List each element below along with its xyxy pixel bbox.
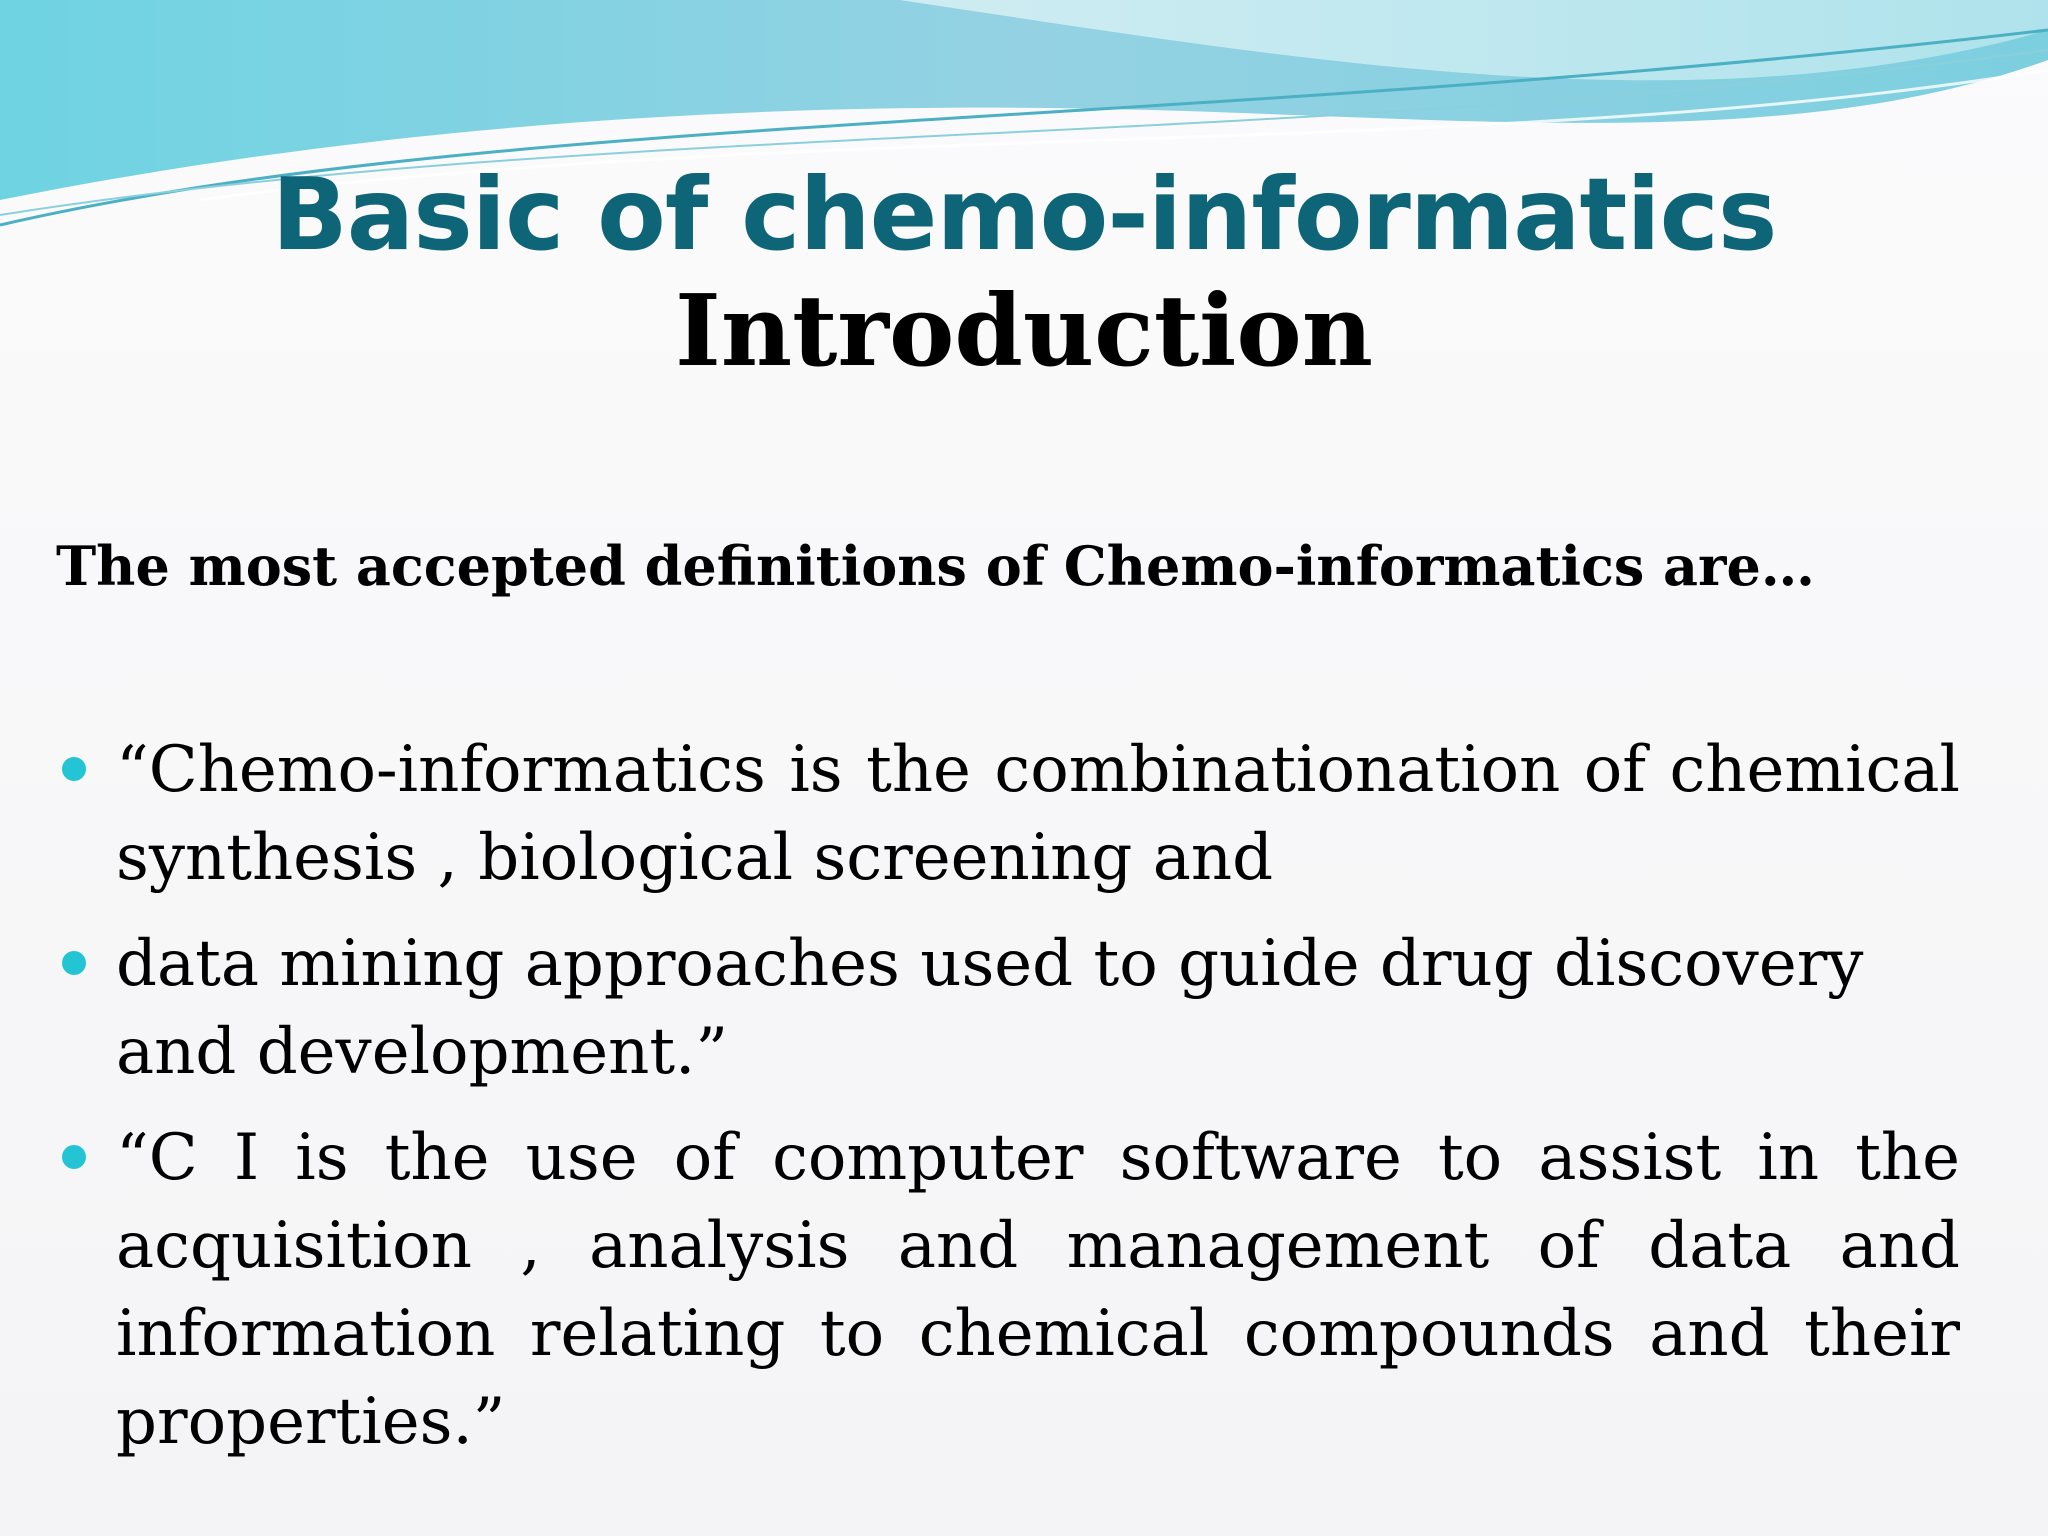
bullet-text: “Chemo-informatics is the combinationation of chemical synthesis , biological screening and (116, 733, 1960, 895)
lead-text: The most accepted definitions of Chemo-informatics are… (56, 534, 1815, 598)
bullet-marker-icon (62, 951, 86, 975)
bullet-marker-icon (62, 757, 86, 781)
bullet-text: “C I is the use of computer software to assist in the acquisition , analysis and management of data and information relating to chemical compounds and their properties.” (116, 1121, 1960, 1459)
bullet-text: data mining approaches used to guide drug discovery and development.” (116, 927, 1864, 1089)
bullet-marker-icon (62, 1145, 86, 1169)
slide-subtitle: Introduction (675, 274, 1373, 389)
bullet-list (60, 726, 1960, 1484)
bullet-item (60, 1114, 1960, 1466)
slide-title: Basic of chemo-informatics (271, 156, 1777, 273)
bullet-item (60, 726, 1960, 902)
bullet-item (60, 920, 1960, 1096)
